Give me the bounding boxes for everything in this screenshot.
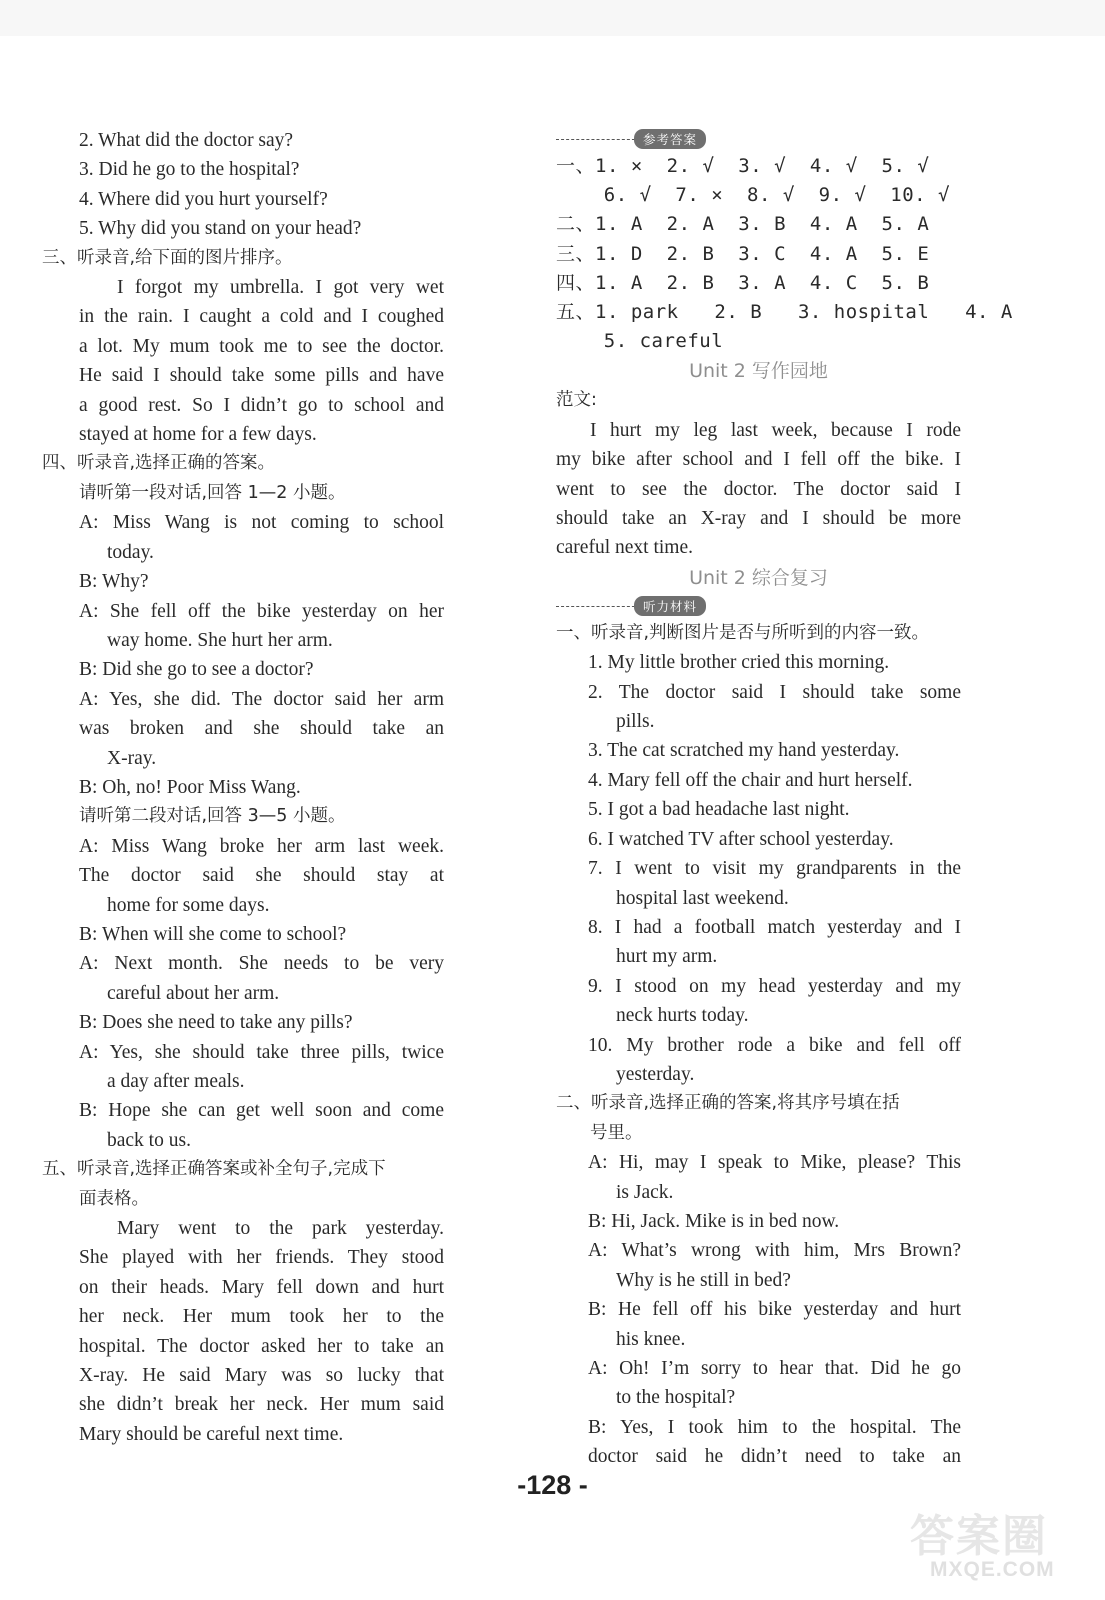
section-5-passage <box>42 1214 444 1449</box>
passage-line: a good rest. So I didn’t go to school and <box>79 394 444 416</box>
listening-item: hospital last weekend. <box>616 887 789 909</box>
dialogue-line: was broken and she should take an <box>79 718 444 740</box>
watermark-logo <box>900 1500 1080 1592</box>
passage-line: a lot. My mum took me to see the doctor. <box>79 335 444 357</box>
dialogue-line: to the hospital? <box>616 1387 736 1409</box>
listening-item: 2. The doctor said I should take some <box>588 681 961 703</box>
question-item: 4. Where did you hurt yourself? <box>79 188 328 210</box>
listening-item: neck hurts today. <box>616 1005 749 1027</box>
passage-line: she didn’t break her neck. Her mum said <box>79 1394 444 1416</box>
dialogue-line: A: Hi, may I speak to Mike, please? This <box>588 1152 961 1174</box>
page-number: -128 - <box>517 1470 588 1500</box>
dashed-rule <box>556 606 640 607</box>
dialogue-line: A: She fell off the bike yesterday on her <box>79 600 444 622</box>
answer-line: 二、1. A 2. A 3. B 4. A 5. A <box>556 213 930 236</box>
dialogue-line: careful about her arm. <box>107 982 280 1004</box>
listening-item: 3. The cat scratched my hand yesterday. <box>588 740 900 762</box>
passage-line: X-ray. He said Mary was so lucky that <box>79 1365 444 1387</box>
dialogue-line: A: Yes, she did. The doctor said her arm <box>79 688 444 710</box>
passage-line: Mary went to the park yesterday. <box>117 1218 444 1240</box>
listening-item: 10. My brother rode a bike and fell off <box>588 1034 961 1056</box>
model-essay <box>556 416 961 563</box>
listening-item: 4. Mary fell off the chair and hurt herself. <box>588 769 913 791</box>
r-section-1-items <box>556 648 961 1089</box>
essay-line: went to see the doctor. The doctor said I <box>556 478 961 500</box>
question-list <box>42 126 444 244</box>
dialogue-line: way home. She hurt her arm. <box>107 629 333 651</box>
answer-line: 五、1. park 2. B 3. hospital 4. A <box>556 301 1013 324</box>
dialogue-line: A: Miss Wang is not coming to school <box>79 512 444 534</box>
passage-line: stayed at home for a few days. <box>79 424 317 446</box>
dialogue-line: B: Hi, Jack. Mike is in bed now. <box>588 1210 840 1232</box>
writing-heading: Unit 2 写作园地 <box>689 360 828 383</box>
listening-item: pills. <box>616 711 655 733</box>
answer-line: 5. careful <box>556 330 724 353</box>
left-column <box>42 126 444 1449</box>
answers-banner <box>556 126 961 152</box>
dialogue-1 <box>42 508 444 802</box>
answer-line: 6. √ 7. × 8. √ 9. √ 10. √ <box>556 184 950 207</box>
listening-banner <box>556 593 961 619</box>
listening-item: 8. I had a football match yesterday and I <box>588 916 961 938</box>
dialogue-line: A: Next month. She needs to be very <box>79 953 444 975</box>
dialogue-line: A: Miss Wang broke her arm last week. <box>79 835 444 857</box>
listening-item: 1. My little brother cried this morning. <box>588 652 890 674</box>
passage-line: He said I should take some pills and have <box>79 365 444 387</box>
dialogue-line: The doctor said she should stay at <box>79 865 444 887</box>
dialogue-line: back to us. <box>107 1129 191 1151</box>
answers-tag: 参考答案 <box>634 129 706 149</box>
top-margin-band <box>0 0 1105 36</box>
section-3-title: 三、听录音,给下面的图片排序。 <box>42 247 293 268</box>
dialogue-line: B: He fell off his bike yesterday and hurt <box>588 1299 961 1321</box>
listening-item: 6. I watched TV after school yesterday. <box>588 828 894 850</box>
dashed-rule <box>556 139 640 140</box>
passage-line: her neck. Her mum took her to the <box>79 1306 444 1328</box>
answer-key <box>556 152 1013 356</box>
review-heading: Unit 2 综合复习 <box>689 566 828 589</box>
dialogue-line: X-ray. <box>107 747 157 769</box>
r-section-1-title: 一、听录音,判断图片是否与所听到的内容一致。 <box>556 622 930 643</box>
answer-line: 四、1. A 2. B 3. A 4. C 5. B <box>556 271 930 294</box>
essay-line: careful next time. <box>556 537 693 559</box>
essay-line: should take an X-ray and I should be more <box>556 508 961 530</box>
essay-line: I hurt my leg last week, because I rode <box>590 419 961 441</box>
section-4-title: 四、听录音,选择正确的答案。 <box>42 453 276 474</box>
dialogue-line: Why is he still in bed? <box>616 1269 791 1291</box>
dialogue-line: B: Yes, I took him to the hospital. The <box>588 1416 961 1438</box>
passage-line: She played with her friends. They stood <box>79 1247 444 1269</box>
r-dialogue <box>556 1148 961 1471</box>
passage-line: in the rain. I caught a cold and I coughed <box>79 306 444 328</box>
listening-item: hurt my arm. <box>616 946 718 968</box>
listening-item: 7. I went to visit my grandparents in the <box>588 858 961 880</box>
passage-line: I forgot my umbrella. I got very wet <box>117 277 444 299</box>
passage-line: on their heads. Mary fell down and hurt <box>79 1276 444 1298</box>
dialogue-line: doctor said he didn’t need to take an <box>588 1446 961 1468</box>
essay-line: my bike after school and I fell off the bike. I <box>556 449 961 471</box>
dialogue-line: B: When will she come to school? <box>79 923 347 945</box>
listening-item: 9. I stood on my head yesterday and my <box>588 975 961 997</box>
passage-line: Mary should be careful next time. <box>79 1423 344 1445</box>
dialogue-line: home for some days. <box>107 894 270 916</box>
dialogue-2 <box>42 832 444 1155</box>
listening-item: yesterday. <box>616 1063 695 1085</box>
watermark-site: MXQE.COM <box>930 1558 1055 1581</box>
dialogue-line: A: Yes, she should take three pills, twice <box>79 1041 444 1063</box>
dialogue-line: his knee. <box>616 1328 686 1350</box>
dialogue-line: B: Oh, no! Poor Miss Wang. <box>79 776 301 798</box>
model-label: 范文: <box>556 390 597 411</box>
dialogue-line: a day after meals. <box>107 1071 245 1092</box>
dialogue-line: is Jack. <box>616 1181 674 1203</box>
passage-line: hospital. The doctor asked her to take an <box>79 1335 444 1357</box>
question-item: 2. What did the doctor say? <box>79 130 294 151</box>
r-section-2-title: 二、听录音,选择正确的答案,将其序号填在括 <box>556 1093 900 1114</box>
dialogue-line: A: What’s wrong with him, Mrs Brown? <box>588 1240 961 1262</box>
dialogue-line: B: Hope she can get well soon and come <box>79 1100 444 1122</box>
dialogue-line: B: Why? <box>79 571 149 593</box>
section-3-passage <box>42 273 444 449</box>
right-column <box>556 126 1013 1472</box>
dialogue-line: B: Does she need to take any pills? <box>79 1012 353 1034</box>
section-4-subtitle-1: 请听第一段对话,回答 1—2 小题。 <box>79 482 346 503</box>
section-4-subtitle-2: 请听第二段对话,回答 3—5 小题。 <box>79 806 346 827</box>
watermark-main: 答案圈 <box>910 1511 1048 1562</box>
section-5-title-cont: 面表格。 <box>79 1188 149 1209</box>
r-section-2-title-cont: 号里。 <box>590 1122 643 1143</box>
dialogue-line: today. <box>107 541 154 563</box>
dialogue-line: B: Did she go to see a doctor? <box>79 659 314 681</box>
listening-item: 5. I got a bad headache last night. <box>588 799 850 821</box>
question-item: 5. Why did you stand on your head? <box>79 218 362 240</box>
listening-tag: 听力材料 <box>634 596 706 616</box>
section-5-title: 五、听录音,选择正确答案或补全句子,完成下 <box>42 1159 386 1180</box>
answer-line: 三、1. D 2. B 3. C 4. A 5. E <box>556 242 930 265</box>
dialogue-line: A: Oh! I’m sorry to hear that. Did he go <box>588 1358 961 1380</box>
answer-line: 一、1. × 2. √ 3. √ 4. √ 5. √ <box>556 155 930 177</box>
question-item: 3. Did he go to the hospital? <box>79 159 300 181</box>
